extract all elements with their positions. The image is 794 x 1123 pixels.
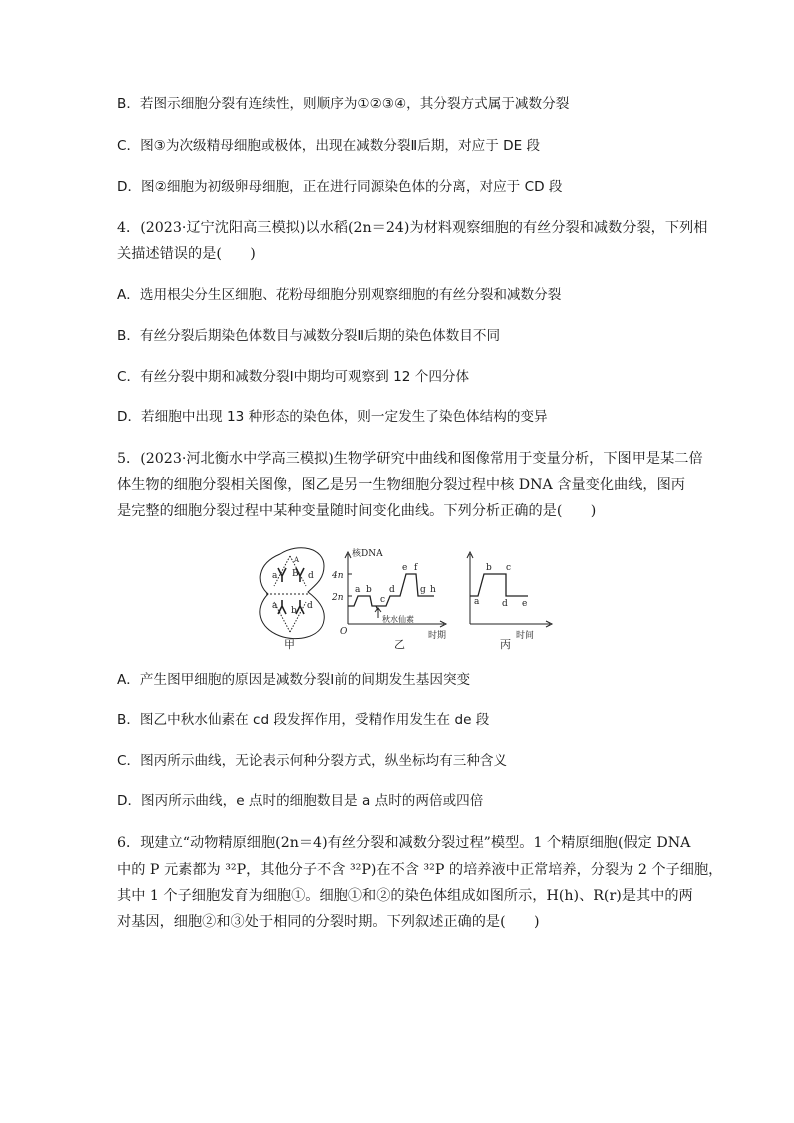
q5-figure-svg [244, 542, 554, 652]
label-yi: 乙 [394, 638, 405, 651]
q5-stem-line-2: 体生物的细胞分裂相关图像，图乙是另一生物细胞分裂过程中核 DNA 含量变化曲线，图丙 [117, 477, 685, 493]
bing-pt-a: a [474, 597, 480, 607]
yi-pt-c: c [380, 595, 386, 605]
jia-gene-a-top: a [272, 571, 278, 581]
yi-pt-h: h [430, 585, 436, 595]
q4-option-b: B．有丝分裂后期染色体数目与减数分裂Ⅱ后期的染色体数目不同 [117, 328, 501, 344]
jia-gene-a-bottom: a [272, 601, 278, 611]
bing-pt-c: c [506, 563, 512, 573]
q3-option-b: B．若图示细胞分裂有连续性，则顺序为①②③④，其分裂方式属于减数分裂 [117, 96, 570, 112]
bing-pt-e: e [522, 599, 528, 609]
q4-stem-line-1: 4．(2023·辽宁沈阳高三模拟)以水稻(2n＝24)为材料观察细胞的有丝分裂和减数分裂，下列相 [117, 220, 708, 236]
q5-option-b: B．图乙中秋水仙素在 cd 段发挥作用，受精作用发生在 de 段 [117, 712, 490, 728]
yi-drug-label: 秋水仙素 [382, 615, 414, 624]
q4-option-a: A．选用根尖分生区细胞、花粉母细胞分别观察细胞的有丝分裂和减数分裂 [117, 287, 562, 303]
q3-option-c: C．图③为次级精母细胞或极体，出现在减数分裂Ⅱ后期，对应于 DE 段 [117, 138, 541, 154]
yi-pt-f: f [414, 563, 418, 573]
cell-jia [260, 548, 324, 639]
chromosome [278, 600, 286, 614]
jia-gene-d-bottom: d [307, 601, 313, 611]
jia-gene-B-top: B [292, 569, 299, 579]
bing-pt-d: d [502, 599, 508, 609]
q5-option-d: D．图丙所示曲线，e 点时的细胞数目是 a 点时的两倍或四倍 [117, 793, 484, 809]
q4-stem-line-2: 关描述错误的是( ) [117, 246, 256, 262]
yi-4n-label: 4n [332, 571, 344, 581]
yi-pt-e: e [402, 563, 408, 573]
q6-stem-line-4: 对基因，细胞②和③处于相同的分裂时期。下列叙述正确的是( ) [117, 914, 540, 930]
bing-pt-b: b [486, 563, 492, 573]
yi-pt-g: g [420, 585, 426, 595]
yi-origin: O [340, 627, 348, 637]
jia-gene-b-bottom: b [291, 606, 297, 616]
yi-xlabel: 时期 [428, 631, 447, 641]
q5-stem-line-3: 是完整的细胞分裂过程中某种变量随时间变化曲线。下列分析正确的是( ) [117, 503, 597, 519]
q4-option-d: D．若细胞中出现 13 种形态的染色体，则一定发生了染色体结构的变异 [117, 409, 548, 425]
yi-pt-d: d [389, 585, 395, 595]
q6-stem-line-1: 6．现建立“动物精原细胞(2n＝4)有丝分裂和减数分裂过程”模型。1 个精原细胞(假定 DNA [117, 835, 691, 851]
q4-option-c: C．有丝分裂中期和减数分裂Ⅰ中期均可观察到 12 个四分体 [117, 369, 470, 385]
q3-option-d: D．图②细胞为初级卵母细胞，正在进行同源染色体的分离，对应于 CD 段 [117, 179, 563, 195]
yi-pt-a: a [355, 585, 361, 595]
jia-gene-A-top: A [294, 556, 300, 564]
bing-xlabel: 时间 [516, 631, 535, 641]
q6-stem-line-3: 其中 1 个子细胞发育为细胞①。细胞①和②的染色体组成如图所示，H(h)、R(r)是其中的两 [117, 888, 693, 904]
bing-curve [470, 574, 528, 596]
q5-option-a: A．产生图甲细胞的原因是减数分裂Ⅰ前的间期发生基因突变 [117, 672, 471, 688]
jia-gene-d-top: d [308, 571, 314, 581]
q5-figure [244, 542, 554, 652]
yi-ylabel: 核DNA [352, 549, 383, 559]
q5-stem-line-1: 5．(2023·河北衡水中学高三模拟)生物学研究中曲线和图像常用于变量分析，下图甲是某二倍 [117, 451, 703, 467]
label-jia: 甲 [284, 638, 295, 651]
yi-pt-b: b [366, 585, 372, 595]
cell-membrane [260, 548, 324, 639]
q5-option-c: C．图丙所示曲线，无论表示何种分裂方式，纵坐标均有三种含义 [117, 753, 508, 769]
yi-2n-label: 2n [332, 593, 344, 603]
q6-stem-line-2: 中的 P 元素都为 ³²P，其他分子不含 ³²P)在不含 ³²P 的培养液中正常培养，分裂为 2 个子细胞， [117, 862, 723, 878]
label-bing: 丙 [500, 638, 511, 651]
